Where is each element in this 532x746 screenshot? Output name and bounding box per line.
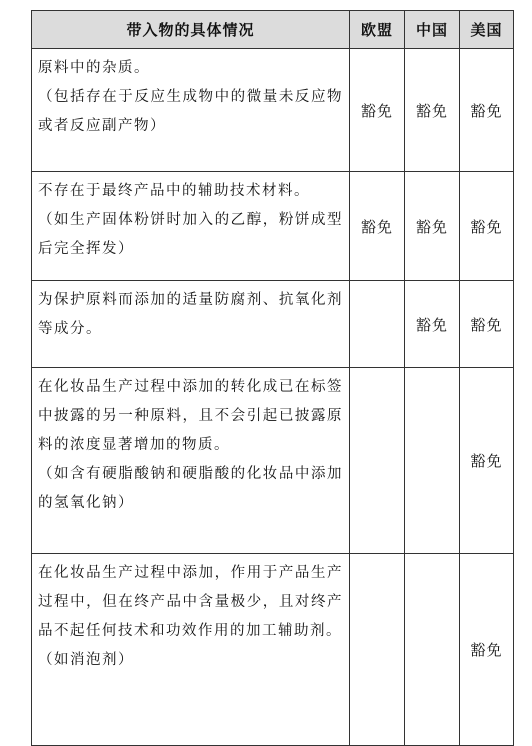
row-note-text: （包括存在于反应生成物中的微量未反应物或者反应副产物） bbox=[38, 89, 343, 134]
row-description bbox=[32, 554, 350, 746]
cell-usa: 豁免 bbox=[460, 554, 514, 746]
table-row bbox=[32, 554, 514, 746]
row-description bbox=[32, 281, 350, 368]
table-row bbox=[32, 49, 514, 172]
table-row bbox=[32, 281, 514, 368]
row-main-text: 在化妆品生产过程中添加，作用于产品生产过程中，但在终产品中含量极少，且对终产品不起任何技术和功效作用的加工辅助剂。 bbox=[38, 565, 343, 639]
row-main-text: 不存在于最终产品中的辅助技术材料。 bbox=[38, 183, 310, 199]
row-note-text: （如生产固体粉饼时加入的乙醇，粉饼成型后完全挥发） bbox=[38, 212, 343, 257]
carryover-exemption-table bbox=[31, 10, 514, 746]
cell-eu bbox=[350, 281, 405, 368]
cell-china: 豁免 bbox=[405, 281, 460, 368]
cell-usa: 豁免 bbox=[460, 368, 514, 554]
table-row bbox=[32, 368, 514, 554]
row-description bbox=[32, 49, 350, 172]
row-main-text: 原料中的杂质。 bbox=[38, 60, 150, 76]
row-main-text: 在化妆品生产过程中添加的转化成已在标签中披露的另一种原料，且不会引起已披露原料的浓度显著增加的物质。 bbox=[38, 379, 343, 453]
row-description bbox=[32, 172, 350, 281]
row-note-text: （如消泡剂） bbox=[38, 652, 134, 668]
header-usa: 美国 bbox=[460, 11, 514, 49]
cell-china bbox=[405, 554, 460, 746]
cell-usa: 豁免 bbox=[460, 281, 514, 368]
row-note-text: （如含有硬脂酸钠和硬脂酸的化妆品中添加的氢氧化钠） bbox=[38, 466, 343, 511]
cell-china: 豁免 bbox=[405, 49, 460, 172]
cell-china: 豁免 bbox=[405, 172, 460, 281]
cell-china bbox=[405, 368, 460, 554]
cell-usa: 豁免 bbox=[460, 172, 514, 281]
cell-eu bbox=[350, 368, 405, 554]
exemption-table-container bbox=[31, 10, 513, 746]
cell-eu: 豁免 bbox=[350, 49, 405, 172]
cell-eu bbox=[350, 554, 405, 746]
row-main-text: 为保护原料而添加的适量防腐剂、抗氧化剂等成分。 bbox=[38, 292, 343, 337]
header-eu: 欧盟 bbox=[350, 11, 405, 49]
header-description: 带入物的具体情况 bbox=[32, 11, 350, 49]
header-china: 中国 bbox=[405, 11, 460, 49]
cell-eu: 豁免 bbox=[350, 172, 405, 281]
table-row bbox=[32, 172, 514, 281]
table-header-row bbox=[32, 11, 514, 49]
row-description bbox=[32, 368, 350, 554]
cell-usa: 豁免 bbox=[460, 49, 514, 172]
